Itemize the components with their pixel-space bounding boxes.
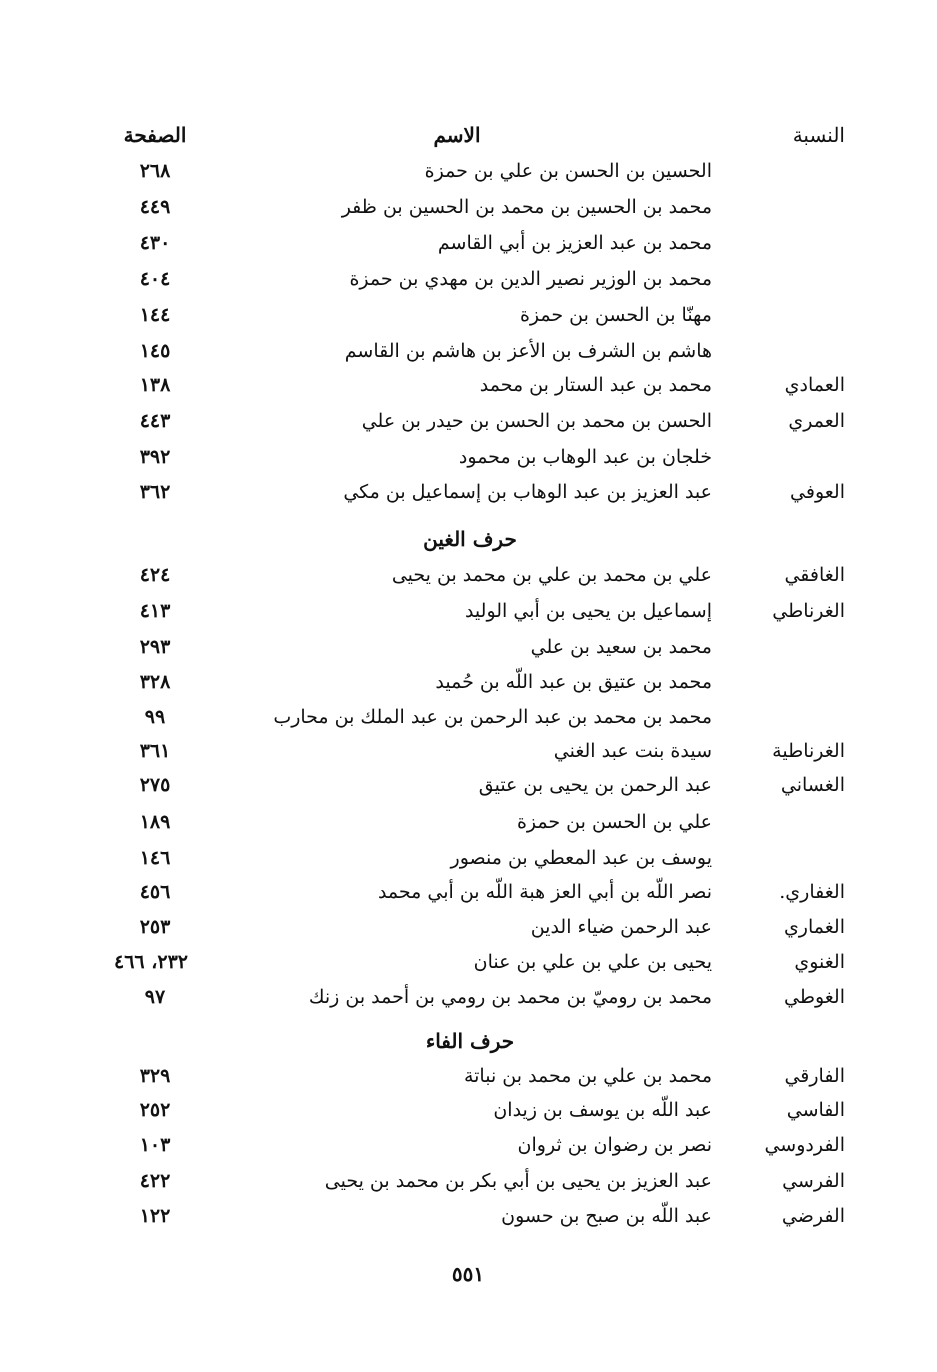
page-cell: ٣٦٢: [139, 481, 171, 503]
page-cell: ٩٧: [144, 986, 166, 1008]
page-cell: ٤٣٠: [139, 232, 171, 254]
page-cell: ١٠٣: [139, 1134, 171, 1156]
page-number: ٥٥١: [451, 1262, 485, 1286]
name-cell: محمد بن روميّ بن محمد بن رومي بن أحمد بن زنك: [308, 986, 712, 1008]
page-cell: ٤١٣: [139, 600, 171, 622]
nisba-cell: [725, 804, 845, 840]
nisba-cell: [725, 261, 845, 297]
table-row: [0, 767, 937, 803]
nisba-cell: العمري: [788, 410, 845, 432]
table-row: [0, 189, 937, 225]
table-row: [0, 804, 937, 840]
table-row: [0, 1127, 937, 1163]
name-cell: محمد بن الحسين بن محمد بن الحسين بن ظفر: [341, 196, 712, 218]
nisba-cell: العوفي: [790, 481, 845, 503]
nisba-cell: الغنوي: [794, 951, 845, 973]
nisba-cell: [725, 297, 845, 333]
page-cell: ٢٥٢: [139, 1099, 171, 1121]
section-heading-fa: حرف الفاء: [425, 1029, 515, 1053]
nisba-cell: [725, 629, 845, 665]
page-cell: ٢٣٢، ٤٦٦: [114, 951, 188, 973]
nisba-cell: الغوطي: [783, 986, 845, 1008]
name-cell: يحيى بن علي بن علي بن عنان: [473, 951, 712, 973]
name-cell: محمد بن عبد العزيز بن أبي القاسم: [437, 232, 712, 254]
column-header-name: الاسم: [433, 123, 481, 147]
table-row: [0, 1198, 937, 1234]
table-row: [0, 699, 937, 735]
nisba-cell: الغرناطي: [772, 600, 845, 622]
nisba-cell: [725, 189, 845, 225]
name-cell: محمد بن عبد الستار بن محمد: [479, 374, 712, 396]
name-cell: عبد العزيز بن عبد الوهاب بن إسماعيل بن مكي: [343, 481, 712, 503]
nisba-cell: الفرسي: [782, 1170, 845, 1192]
nisba-cell: الغفاري.: [779, 881, 845, 903]
table-row: [0, 733, 937, 769]
page-cell: ٤٤٣: [139, 410, 171, 432]
page-cell: ١٤٥: [139, 340, 171, 362]
table-row: [0, 1163, 937, 1199]
name-cell: عبد اللّه بن يوسف بن زيدان: [493, 1099, 712, 1121]
nisba-cell: العمادي: [784, 374, 845, 396]
page-cell: ٣٢٩: [139, 1065, 171, 1087]
name-cell: محمد بن سعيد بن علي: [530, 636, 712, 658]
table-row: [0, 557, 937, 593]
name-cell: مهنّا بن الحسن بن حمزة: [519, 304, 712, 326]
table-row: [0, 944, 937, 980]
name-cell: عبد الرحمن ضياء الدين: [530, 916, 712, 938]
page-cell: ٤٢٤: [139, 564, 171, 586]
name-cell: محمد بن محمد بن عبد الرحمن بن عبد الملك بن محارب: [273, 706, 712, 728]
name-cell: علي بن الحسن بن حمزة: [516, 811, 712, 833]
page-cell: ٣٢٨: [139, 671, 171, 693]
page-cell: ٤٤٩: [139, 196, 171, 218]
nisba-cell: [725, 153, 845, 189]
page-cell: ٢٥٣: [139, 916, 171, 938]
column-header-nisba: النسبة: [792, 123, 845, 147]
table-row: [0, 979, 937, 1015]
nisba-cell: [725, 664, 845, 700]
name-cell: محمد بن علي بن محمد بن نباتة: [463, 1065, 712, 1087]
column-header-row: [0, 117, 937, 153]
page-cell: ١٤٤: [139, 304, 171, 326]
table-row: [0, 664, 937, 700]
table-row: [0, 367, 937, 403]
table-row: [0, 874, 937, 910]
name-cell: الحسن بن محمد بن الحسن بن حيدر بن علي: [361, 410, 712, 432]
nisba-cell: الغافقي: [784, 564, 845, 586]
name-cell: محمد بن عتيق بن عبد اللّه بن حُميد: [435, 671, 712, 693]
name-cell: نصر اللّه بن أبي العز هبة اللّه بن أبي محمد: [377, 881, 712, 903]
nisba-cell: الفارقي: [784, 1065, 845, 1087]
table-row: [0, 474, 937, 510]
page-cell: ٢٦٨: [139, 160, 171, 182]
table-row: [0, 593, 937, 629]
name-cell: سيدة بنت عبد الغني: [553, 740, 712, 762]
page-cell: ١٤٦: [139, 847, 171, 869]
table-row: [0, 333, 937, 369]
table-row: [0, 1058, 937, 1094]
nisba-cell: [725, 840, 845, 876]
nisba-cell: الغماري: [783, 916, 845, 938]
name-cell: علي بن محمد بن علي بن محمد بن يحيى: [391, 564, 712, 586]
page-cell: ٢٩٣: [139, 636, 171, 658]
nisba-cell: [725, 439, 845, 475]
name-cell: يوسف بن عبد المعطي بن منصور: [450, 847, 712, 869]
nisba-cell: [725, 225, 845, 261]
page-cell: ٤٥٦: [139, 881, 171, 903]
name-cell: محمد بن الوزير نصير الدين بن مهدي بن حمزة: [349, 268, 712, 290]
table-row: [0, 403, 937, 439]
nisba-cell: [725, 333, 845, 369]
name-cell: إسماعيل بن يحيى بن أبي الوليد: [464, 600, 712, 622]
page-cell: ١٢٢: [139, 1205, 171, 1227]
name-cell: هاشم بن الشرف بن الأعز بن هاشم بن القاسم: [344, 340, 712, 362]
table-row: [0, 439, 937, 475]
nisba-cell: الغساني: [780, 774, 845, 796]
page-cell: ٤٠٤: [139, 268, 171, 290]
nisba-cell: الفاسي: [786, 1099, 845, 1121]
table-row: [0, 840, 937, 876]
name-cell: عبد اللّه بن صبح بن حسون: [501, 1205, 712, 1227]
table-row: [0, 629, 937, 665]
page-cell: ١٣٨: [139, 374, 171, 396]
page-cell: ٢٧٥: [139, 774, 171, 796]
nisba-cell: [725, 699, 845, 735]
table-row: [0, 225, 937, 261]
nisba-cell: الغرناطية: [772, 740, 845, 762]
page-cell: ٣٩٢: [139, 446, 171, 468]
table-row: [0, 261, 937, 297]
section-heading-ghain: حرف الغين: [423, 527, 517, 551]
name-cell: عبد الرحمن بن يحيى بن عتيق: [478, 774, 712, 796]
table-row: [0, 1092, 937, 1128]
table-row: [0, 153, 937, 189]
name-cell: خلجان بن عبد الوهاب بن محمود: [458, 446, 712, 468]
page-cell: ٤٢٢: [139, 1170, 171, 1192]
page-cell: ١٨٩: [139, 811, 171, 833]
name-cell: نصر بن رضوان بن ثروان: [517, 1134, 712, 1156]
nisba-cell: الفردوسي: [764, 1134, 845, 1156]
name-cell: الحسين بن الحسن بن علي بن حمزة: [424, 160, 712, 182]
column-header-page: الصفحة: [123, 123, 187, 147]
table-row: [0, 909, 937, 945]
name-cell: عبد العزيز بن يحيى بن أبي بكر بن محمد بن يحيى: [324, 1170, 712, 1192]
nisba-cell: الفرضي: [781, 1205, 845, 1227]
page-cell: ٩٩: [144, 706, 166, 728]
table-row: [0, 297, 937, 333]
page-cell: ٣٦١: [139, 740, 171, 762]
